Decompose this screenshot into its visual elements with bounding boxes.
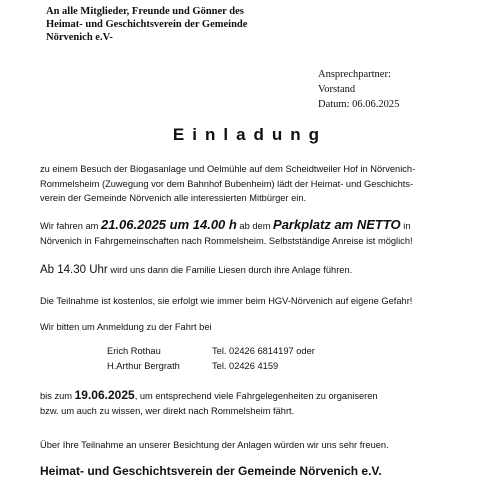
contact-row [0, 361, 500, 376]
cost-note: Die Teilnahme ist kostenlos, sie erfolgt wie immer beim HGV-Nörvenich auf eigene Gefahr! [40, 296, 413, 306]
tour-text: wird uns dann die Familie Liesen durch ihre Anlage führen. [107, 265, 353, 275]
intro-line: verein der Gemeinde Nörvenich alle interessierten Mitbürger ein. [40, 193, 307, 203]
intro-line: Rommelsheim (Zuwegung vor dem Bahnhof Bubenheim) lädt der Heimat- und Geschichts- [40, 178, 414, 189]
contact-block [318, 67, 399, 112]
addressee-block [46, 5, 247, 44]
deadline-date: 19.06.2025 [74, 388, 135, 402]
departure-suffix: in [400, 221, 411, 231]
contact-label: Ansprechpartner: [318, 69, 391, 80]
departure-prefix: Wir fahren am [40, 221, 101, 231]
departure-line2: Nörvenich in Fahrgemeinschaften nach Rommelsheim. Selbstständige Anreise ist möglich! [40, 235, 413, 246]
addressee-line: Nörvenich e.V- [46, 32, 113, 43]
document-date: Datum: 06.06.2025 [318, 99, 400, 110]
closing-text: Über Ihre Teilnahme an unserer Besichtung der Anlagen würden wir uns sehr freuen. [40, 440, 389, 450]
deadline-line2: bzw. um auch zu wissen, wer direkt nach Rommelsheim fährt. [40, 405, 295, 416]
contact-name: Vorstand [318, 84, 356, 95]
departure-middle: ab dem [236, 221, 274, 231]
contacts-table [0, 346, 500, 376]
contact-person-phone: Tel. 02426 4159 [212, 361, 279, 371]
intro-paragraph [40, 162, 480, 206]
intro-line: zu einem Besuch der Biogasanlage und Oelmühle auf dem Scheidtweiler Hof in Nörvenich- [40, 164, 416, 174]
document-title: Einladung [172, 125, 328, 144]
contact-person-name: Erich Rothau [107, 346, 161, 356]
addressee-line: An alle Mitglieder, Freunde und Gönner des [46, 6, 244, 17]
deadline-prefix: bis zum [40, 391, 75, 401]
addressee-line: Heimat- und Geschichtsverein der Gemeinde [46, 19, 248, 30]
contact-row [0, 346, 500, 361]
registration-text: Wir bitten um Anmeldung zu der Fahrt bei [40, 322, 212, 332]
departure-place: Parkplatz am NETTO [273, 217, 401, 232]
deadline-paragraph [40, 388, 480, 418]
departure-datetime: 21.06.2025 um 14.00 h [100, 217, 237, 232]
contact-person-name: H.Arthur Bergrath [107, 361, 180, 371]
departure-paragraph [40, 218, 480, 248]
tour-paragraph [40, 263, 480, 278]
contact-person-phone: Tel. 02426 6814197 oder [212, 346, 315, 356]
deadline-rest: , um entsprechend viele Fahrgelegenheiten zu organiseren [134, 391, 378, 401]
tour-time: Ab 14.30 Uhr [40, 264, 108, 276]
signature: Heimat- und Geschichtsverein der Gemeinde Nörvenich e.V. [40, 464, 382, 478]
